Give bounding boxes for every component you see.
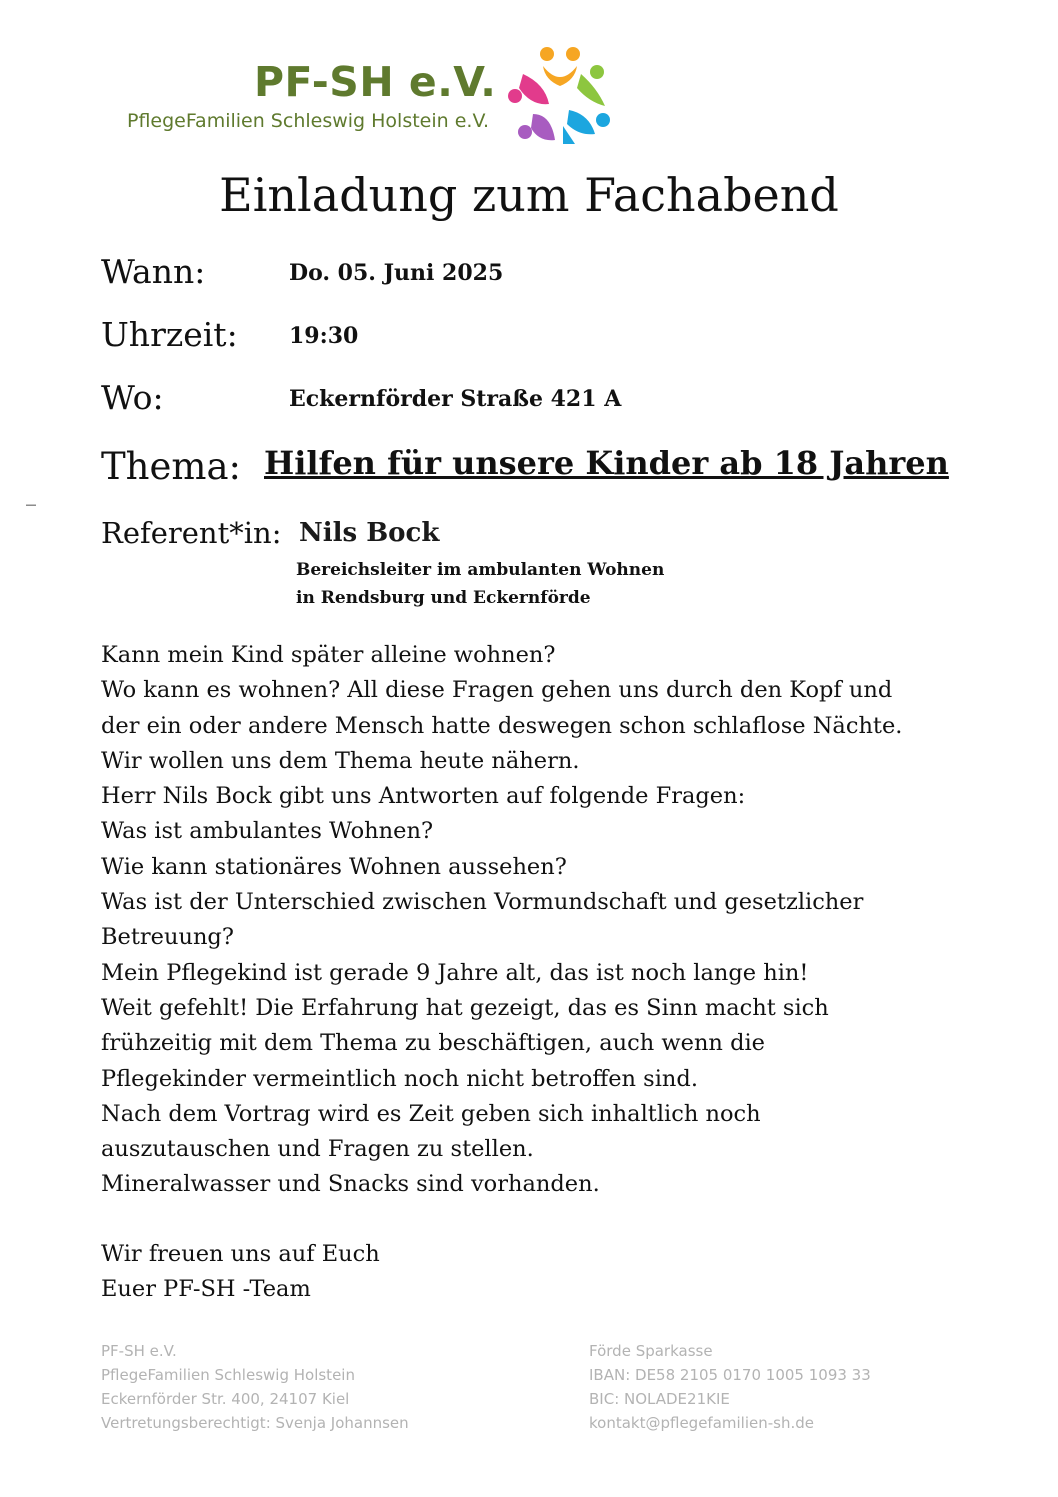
footer-line: BIC: NOLADE21KIE: [589, 1390, 730, 1408]
body-line: der ein oder andere Mensch hatte deswegen schon schlaflose Nächte.: [101, 712, 903, 739]
footer-line: Förde Sparkasse: [589, 1342, 713, 1360]
body-line: Mein Pflegekind ist gerade 9 Jahre alt, das ist noch lange hin!: [101, 959, 809, 986]
body-line: Wo kann es wohnen? All diese Fragen gehen uns durch den Kopf und: [101, 677, 893, 704]
body-line: Wie kann stationäres Wohnen aussehen?: [101, 853, 567, 880]
body-text: [101, 638, 1001, 1203]
logo-figure-orange: [540, 47, 580, 86]
thema-value: Hilfen für unsere Kinder ab 18 Jahren: [264, 444, 949, 482]
org-short-name: PF-SH e.V.: [254, 58, 497, 106]
footer-line: PF-SH e.V.: [101, 1342, 177, 1360]
body-line: Was ist ambulantes Wohnen?: [101, 818, 434, 845]
body-line: Kann mein Kind später alleine wohnen?: [101, 642, 556, 668]
body-line: Was ist der Unterschied zwischen Vormundschaft und gesetzlicher: [101, 889, 864, 916]
uhrzeit-value: 19:30: [289, 323, 359, 349]
body-line: Pflegekinder vermeintlich noch nicht betroffen sind.: [101, 1065, 698, 1092]
org-long-name: PflegeFamilien Schleswig Holstein e.V.: [127, 110, 490, 132]
logo-figure-pink: [508, 74, 549, 104]
closing-line-2: Euer PF-SH -Team: [101, 1276, 311, 1303]
referent-label: Referent*in:: [101, 516, 282, 550]
wo-value: Eckernförder Straße 421 A: [289, 386, 622, 412]
footer-line: Eckernförder Str. 400, 24107 Kiel: [101, 1390, 350, 1408]
uhrzeit-label: Uhrzeit:: [101, 315, 238, 354]
body-line: Herr Nils Bock gibt uns Antworten auf folgende Fragen:: [101, 783, 746, 810]
wo-label: Wo:: [101, 378, 164, 417]
body-line: Nach dem Vortrag wird es Zeit geben sich inhaltlich noch: [101, 1100, 761, 1127]
logo-people-circle-icon: [505, 44, 615, 150]
thema-label: Thema:: [101, 445, 242, 488]
logo-figure-purple: [518, 114, 555, 140]
logo-figure-green: [577, 65, 605, 106]
footer-bank: [589, 1339, 871, 1435]
body-line: Mineralwasser und Snacks sind vorhanden.: [101, 1171, 600, 1198]
closing: [101, 1237, 380, 1308]
referent-role-line-2: in Rendsburg und Eckernförde: [296, 588, 591, 608]
footer-line: PflegeFamilien Schleswig Holstein: [101, 1366, 355, 1384]
logo-figure-blue: [563, 110, 610, 144]
stray-dash: _: [26, 482, 36, 506]
body-line: frühzeitig mit dem Thema zu beschäftigen, auch wenn die: [101, 1030, 765, 1057]
wann-label: Wann:: [101, 252, 206, 291]
referent-role-line-1: Bereichsleiter im ambulanten Wohnen: [296, 560, 665, 580]
closing-line-1: Wir freuen uns auf Euch: [101, 1241, 380, 1267]
body-line: Wir wollen uns dem Thema heute nähern.: [101, 747, 580, 774]
body-line: Betreuung?: [101, 924, 234, 951]
footer-address: [101, 1339, 409, 1435]
body-line: auszutauschen und Fragen zu stellen.: [101, 1136, 534, 1163]
body-line: Weit gefehlt! Die Erfahrung hat gezeigt, das es Sinn macht sich: [101, 994, 829, 1021]
referent-name: Nils Bock: [299, 518, 440, 548]
footer-line: IBAN: DE58 2105 0170 1005 1093 33: [589, 1366, 871, 1384]
wann-value: Do. 05. Juni 2025: [289, 260, 504, 286]
page-title: Einladung zum Fachabend: [219, 168, 839, 222]
footer-email-link[interactable]: kontakt@pflegefamilien-sh.de: [589, 1414, 814, 1432]
footer-line: Vertretungsberechtigt: Svenja Johannsen: [101, 1414, 409, 1432]
